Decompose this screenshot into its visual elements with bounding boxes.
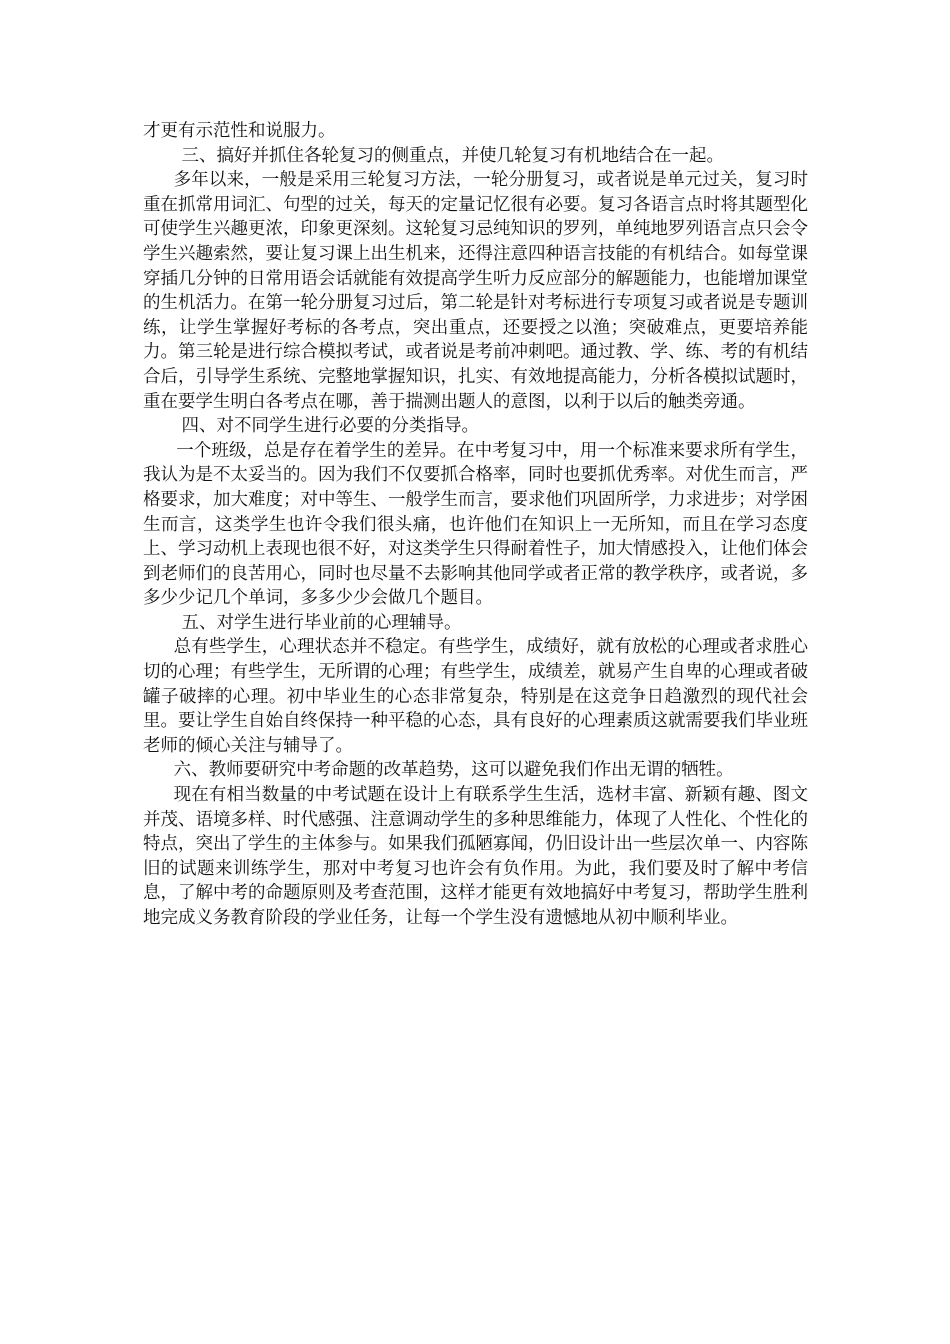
paragraph-review-rounds: 多年以来，一般是采用三轮复习方法，一轮分册复习，或者说是单元过关，复习时重在抓常用词汇、句型的过关，每天的定量记忆很有必要。复习各语言点时将其题型化可使学生兴趣更浓，印象更深刻。这轮复习忌纯知识的罗列，单纯地罗列语言点只会令学生兴趣索然，要让复习课上出生机来，还得注意四种语言技能的有机结合。如每堂课穿插几分钟的日常用语会话就能有效提高学生听力反应部分的解题能力，也能增加课堂的生机活力。在第一轮分册复习过后，第二轮是针对考标进行专项复习或者说是专题训练，让学生掌握好考标的各考点，突出重点，还要授之以渔；突破难点，更要培养能力。第三轮是进行综合模拟考试，或者说是考前冲刺吧。通过教、学、练、考的有机结合后，引导学生系统、完整地掌握知识，扎实、有效地提高能力，分析各模拟试题时，重在要学生明白各考点在哪，善于揣测出题人的意图，以利于以后的触类旁通。 xyxy=(143,170,808,412)
paragraph-exam-trends: 现在有相当数量的中考试题在设计上有联系学生生活，选材丰富、新颖有趣、图文并茂、语境多样、时代感强、注意调动学生的多种思维能力，体现了人性化、个性化的特点，突出了学生的主体参与。如果我们孤陋寡闻，仍旧设计出一些层次单一、内容陈旧的试题来训练学生，那对中考复习也许会有负作用。为此，我们要及时了解中考信息，了解中考的命题原则及考查范围，这样才能更有效地搞好中考复习，帮助学生胜利地完成义务教育阶段的学业任务，让每一个学生没有遗憾地从初中顺利毕业。 xyxy=(143,785,808,928)
paragraph-student-differences: 一个班级，总是存在着学生的差异。在中考复习中，用一个标准来要求所有学生，我认为是不太妥当的。因为我们不仅要抓合格率，同时也要抓优秀率。对优生而言，严格要求，加大难度；对中等生、一般学生而言，要求他们巩固所学，力求进步；对学困生而言，这类学生也许令我们很头痛，也许他们在知识上一无所知，而且在学习态度上、学习动机上表现也很不好，对这类学生只得耐着性子，加大情感投入，让他们体会到老师们的良苦用心，同时也尽量不去影响其他同学或者正常的教学秩序，或者说，多多少少记几个单词，多多少少会做几个题目。 xyxy=(143,440,808,609)
section-heading-3: 三、搞好并抓住各轮复习的侧重点，并使几轮复习有机地结合在一起。 xyxy=(181,145,724,166)
paragraph-continuation: 才更有示范性和说服力。 xyxy=(143,121,336,141)
section-heading-6: 六、教师要研究中考命题的改革趋势，这可以避免我们作出无谓的牺牲。 xyxy=(173,760,734,781)
paragraph-psychology: 总有些学生，心理状态并不稳定。有些学生，成绩好，就有放松的心理或者求胜心切的心理；有些学生，无所谓的心理；有些学生，成绩差，就易产生自卑的心理或者破罐子破摔的心理。初中毕业生的心态非常复杂，特别是在这竞争日趋激烈的现代社会里。要让学生自始自终保持一种平稳的心态，具有良好的心理素质这就需要我们毕业班老师的倾心关注与辅导了。 xyxy=(143,637,808,756)
document-body xyxy=(143,119,808,931)
section-heading-5: 五、对学生进行毕业前的心理辅导。 xyxy=(181,612,462,633)
section-heading-4: 四、对不同学生进行必要的分类指导。 xyxy=(181,416,479,437)
